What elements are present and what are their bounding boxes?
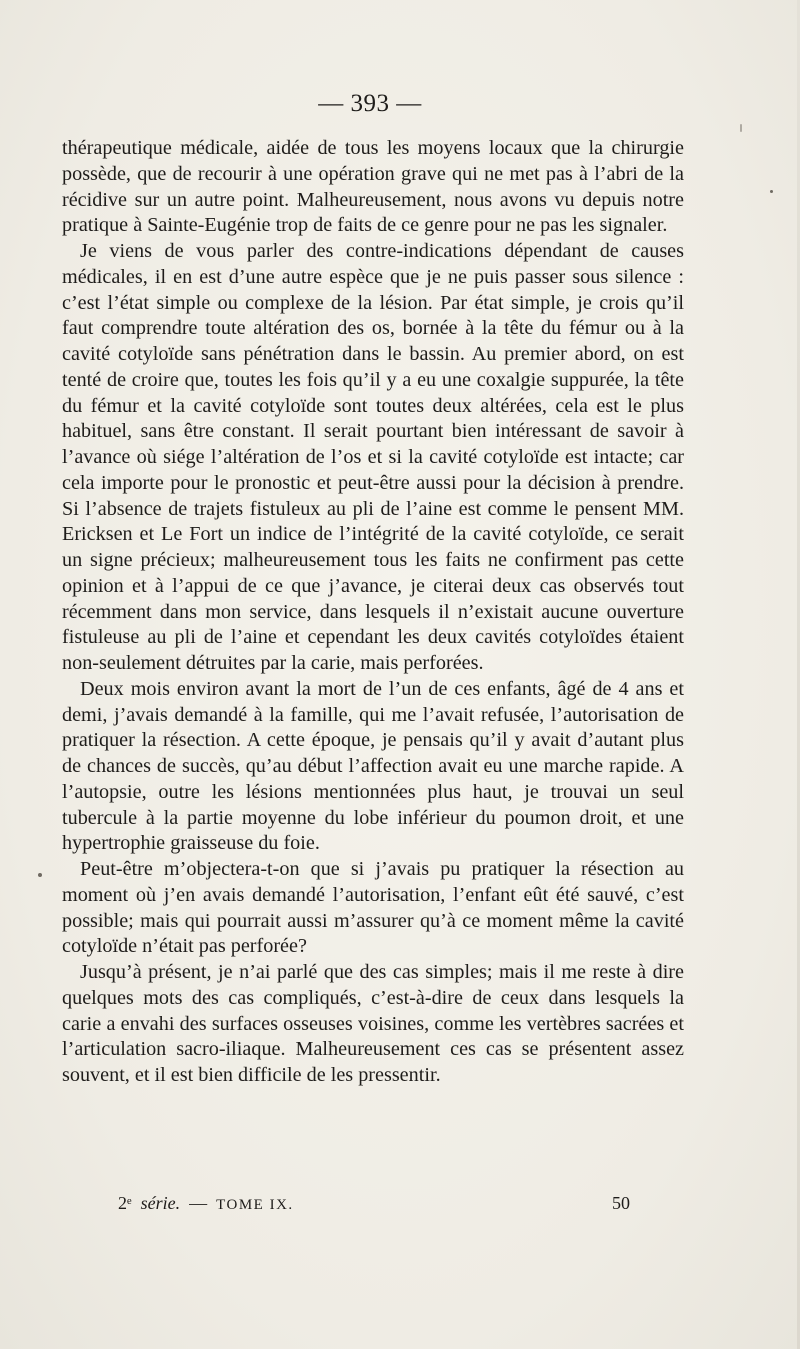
series-number: 2ᵉ [118, 1193, 132, 1213]
paragraph-1: thérapeutique médicale, aidée de tous les moyens locaux que la chirurgie possède, que de recourir à une opération grave qui ne met pas à l’abri de la récidive sur un autre point. Malheureusement, nous avons vu depuis notre pratique à Sainte-Eugénie trop de faits de ce genre pour ne pas les signaler. [62, 137, 684, 237]
page-footer [118, 1193, 630, 1214]
series-word: série. [140, 1193, 181, 1213]
footer-series [118, 1193, 294, 1214]
paragraph-5: Jusqu’à présent, je n’ai parlé que des cas simples; mais il me reste à dire quelques mots des cas compliqués, c’est-à-dire de ceux dans lesquels la carie a envahi des surfaces osseuses voisines, comme les vertèbres sacrées et l’articulation sacro-iliaque. Malheureusement ces cas se présentent assez souvent, et il est bien difficile de les pressentir. [62, 961, 684, 1086]
footer-dash: — [189, 1193, 208, 1213]
paper-speck [740, 124, 742, 132]
paper-speck [38, 873, 42, 877]
paragraph-3: Deux mois environ avant la mort de l’un de ces enfants, âgé de 4 ans et demi, j’avais demandé à la famille, qui me l’avait refusée, l’autorisation de pratiquer la résection. A cette époque, je pensais qu’il y avait d’autant plus de chances de succès, qu’au début l’affection avait eu une marche rapide. A l’autopsie, outre les lésions mentionnées plus haut, je trouvai un seul tubercule à la partie moyenne du lobe inférieur du poumon droit, et une hypertrophie graisseuse du foie. [62, 677, 684, 855]
paper-speck [770, 190, 773, 193]
page-number: — 393 — [318, 90, 422, 117]
paragraph-2: Je viens de vous parler des contre-indications dépendant de causes médicales, il en est d’une autre espèce que je ne puis passer sous silence : c’est l’état simple ou complexe de la lésion. Par état simple, je crois qu’il faut comprendre toute altération des os, bornée à la tête du fémur ou à la cavité cotyloïde sans pénétration dans le bassin. Au premier abord, on est tenté de croire que, toutes les fois qu’il y a eu une coxalgie suppurée, la tête du fémur et la cavité cotyloïde sont toutes deux altérées, cela est le plus habituel, sans être constant. Il serait pourtant bien intéressant de savoir à l’avance où siége l’altération de l’os et si la cavité cotyloïde est intacte; car cela importe pour le pronostic et peut-être aussi pour la décision à prendre. Si l’absence de trajets fistuleux au pli de l’aine est comme le pensent MM. Ericksen et Le Fort un indice de l’intégrité de la cavité cotyloïde, ce serait un signe précieux; malheureusement tous les faits ne confirment pas cette opinion et à l’appui de ce que j’avance, je citerai deux cas observés tout récemment dans mon service, dans lesquels il n’existait aucune ouverture fistuleuse au pli de l’aine et cependant les deux cavités cotyloïdes étaient non-seulement détruites par la carie, mais perforées. [62, 240, 684, 674]
signature-mark: 50 [612, 1193, 630, 1213]
body-text [62, 136, 684, 1089]
paragraph-4: Peut-être m’objectera-t-on que si j’avais pu pratiquer la résection au moment où j’en avais demandé l’autorisation, l’enfant eût été sauvé, c’est possible; mais qui pourrait aussi m’assurer qu’à ce moment même la cavité cotyloïde n’était pas perforée? [62, 858, 684, 958]
volume-label: TOME IX. [216, 1197, 294, 1213]
